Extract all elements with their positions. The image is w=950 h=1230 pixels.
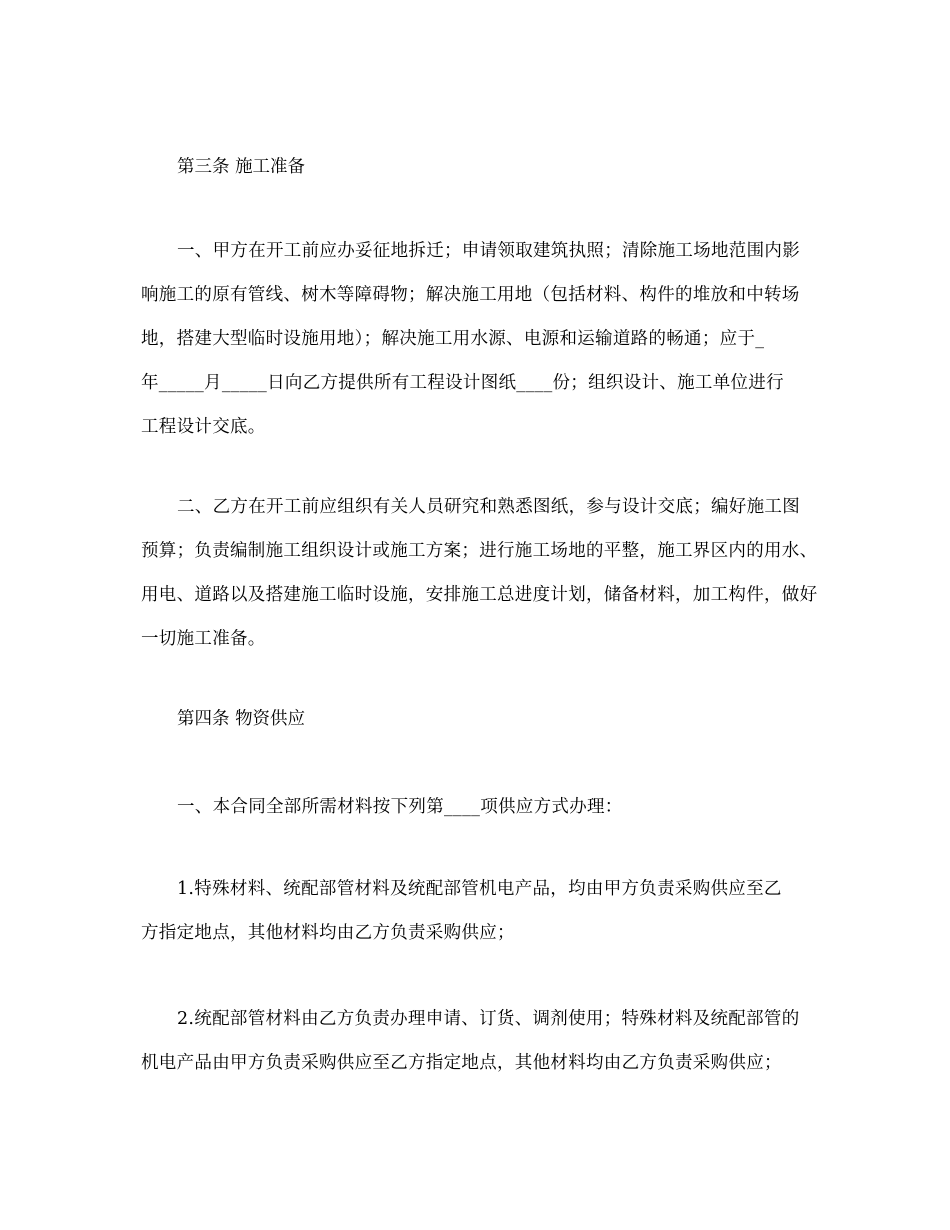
article-3-heading: 第三条 施工准备 xyxy=(177,157,306,177)
paragraph-line: 地，搭建大型临时设施用地）；解决施工用水源、电源和运输道路的畅通；应于_ xyxy=(141,329,765,349)
paragraph-line: 工程设计交底。 xyxy=(141,417,266,437)
paragraph-line: 机电产品由甲方负责采购供应至乙方指定地点，其他材料均由乙方负责采购供应； xyxy=(141,1053,782,1073)
paragraph-line: 二、乙方在开工前应组织有关人员研究和熟悉图纸，参与设计交底；编好施工图 xyxy=(177,497,800,517)
paragraph-line: 方指定地点，其他材料均由乙方负责采购供应； xyxy=(141,923,515,943)
paragraph-line: 2.统配部管材料由乙方负责办理申请、订货、调剂使用；特殊材料及统配部管的 xyxy=(177,1009,800,1029)
paragraph-line: 一切施工准备。 xyxy=(141,629,266,649)
paragraph-line: 1.特殊材料、统配部管材料及统配部管机电产品，均由甲方负责采购供应至乙 xyxy=(177,879,782,899)
paragraph-line: 一、甲方在开工前应办妥征地拆迁；申请领取建筑执照；清除施工场地范围内影 xyxy=(177,241,800,261)
paragraph-line: 用电、道路以及搭建施工临时设施，安排施工总进度计划，储备材料，加工构件，做好 xyxy=(141,585,818,605)
article-4-item-1 xyxy=(141,867,816,955)
article-4-item-2 xyxy=(141,997,816,1085)
paragraph-line: 响施工的原有管线、树木等障碍物；解决施工用地（包括材料、构件的堆放和中转场 xyxy=(141,285,800,305)
article-4-paragraph-1 xyxy=(141,785,816,829)
article-4-heading: 第四条 物资供应 xyxy=(177,709,306,729)
paragraph-line: 年_____月_____日向乙方提供所有工程设计图纸____份；组织设计、施工单位进行 xyxy=(141,373,784,393)
article-3-paragraph-2 xyxy=(141,485,816,661)
paragraph-line: 预算；负责编制施工组织设计或施工方案；进行施工场地的平整，施工界区内的用水、 xyxy=(141,541,818,561)
paragraph-line: 一、本合同全部所需材料按下列第____项供应方式办理： xyxy=(177,797,623,817)
article-3-paragraph-1 xyxy=(141,229,816,449)
